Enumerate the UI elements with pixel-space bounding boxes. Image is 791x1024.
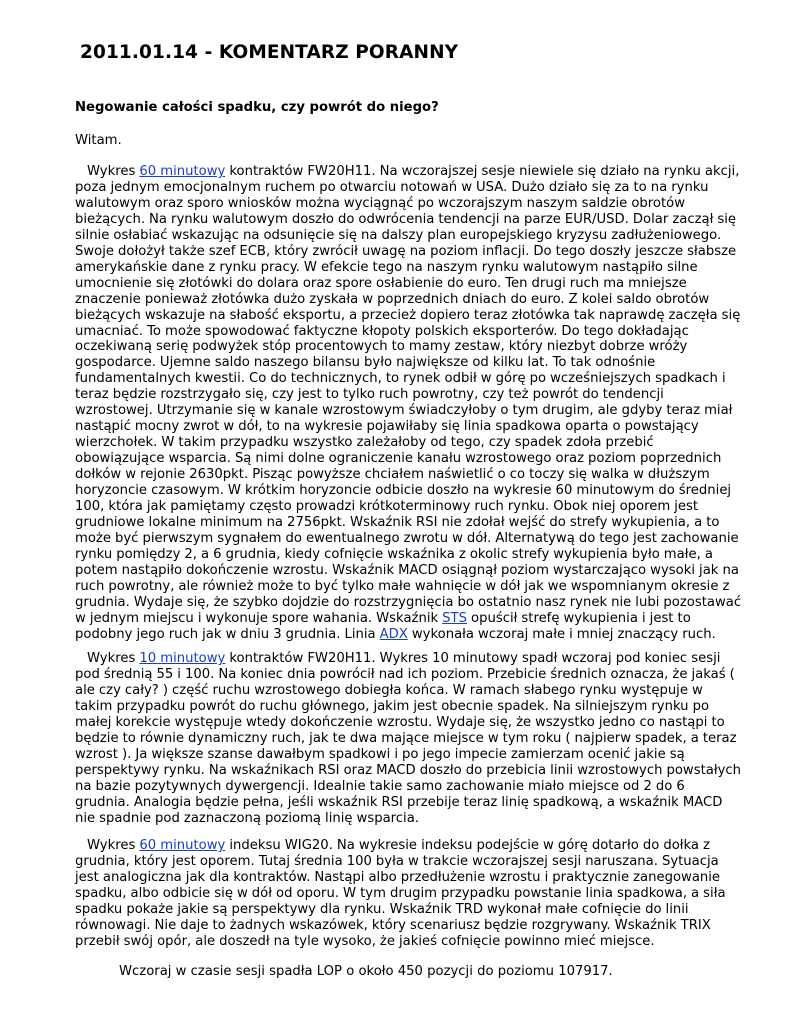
page-title: 2011.01.14 - KOMENTARZ PORANNY [80,42,459,63]
greeting: Witam. [75,133,122,148]
chart-link-60-minutowy[interactable]: 60 minutowy [139,164,226,179]
paragraph-text: kontraktów FW20H11. Wykres 10 minutowy spadł wczoraj pod koniec sesji pod średnią 55 i 100. Na koniec dnia powrócił nad ich poziom. Przebicie średnich oznacza, że jakaś ( ale czy cały? ) część ruchu wzrostowego dobiegła końca. W ramach słabego rynku występuje w takim przypadku powrót do ruchu głównego, jakim jest obecnie spadek. Na silniejszym rynku po małej korekcie występuje wtedy dokończenie wzrostu. Wydaje się, że wszystko jedno co nastąpi to będzie to równie dynamiczny ruch, jak te dwa mające miejsce w tym roku ( najpierw spadek, a teraz wzrost ). Ja większe szanse dawałbym spadkowi i po jego impecie zamierzam ocenić jakie są perspektywy rynku. Na wskaźnikach RSI oraz MACD doszło do przebicia linii wzrostowych powstałych na bazie pozytywnych dywergencji. Idealnie takie samo zachowanie miało miejsce od 2 do 6 grudnia. Analogia będzie pełna, jeśli wskaźnik RSI przebije teraz linię spadkową, a wskaźnik MACD nie spadnie pod zaznaczoną poziomą linię wsparcia. [75,651,741,826]
paragraph-fw20-60min [75,164,743,643]
paragraph-text: indeksu WIG20. Na wykresie indeksu podejście w górę dotarło do dołka z grudnia, który jest oporem. Tutaj średnia 100 była w trakcie wczorajszej sesji naruszana. Sytuacja jest analogiczna jak dla kontraktów. Nastąpi albo przedłużenie wzrostu i praktycznie zanegowanie spadku, albo odbicie się w dół od oporu. W tym drugim przypadku powstanie linia spadkowa, a siła spadku pokaże jakie są perspektywy dla rynku. Wskaźnik TRD wykonał małe cofnięcie do linii równowagi. Nie daje to żadnych wskazówek, który scenariusz będzie rozgrywany. Wskaźnik TRIX przebił swój opór, ale doszedł na tyle wysoko, że jakieś cofnięcie powinno mieć miejsce. [75,838,726,949]
paragraph-text: wykonała wczoraj małe i mniej znaczący ruch. [407,626,716,642]
lop-summary: Wczoraj w czasie sesji spadła LOP o około 450 pozycji do poziomu 107917. [119,964,613,979]
paragraph-intro: Wykres [87,838,140,853]
chart-link-sts[interactable]: STS [442,610,467,626]
paragraph-text: opuścił strefę wykupienia i jest to podobny jego ruch jak w dniu 3 grudnia. Linia [75,610,691,642]
paragraph-intro: Wykres [87,164,140,179]
chart-link-60-minutowy-wig20[interactable]: 60 minutowy [139,838,226,853]
paragraph-text: kontraktów FW20H11. Na wczorajszej sesje niewiele się działo na rynku akcji, poza jednym emocjonalnym ruchem po otwarciu notowań w USA. Dużo działo się za to na rynku walutowym oraz sporo wniosków można wyciągnąć po wczorajszym naszym saldzie obrotów bieżących. Na rynku walutowym doszło do odwrócenia tendencji na parze EUR/USD. Dolar zaczął się silnie osłabiać wskazując na odsunięcie się na dalszy plan europejskiego kryzysu zadłużeniowego. Swoje dołożył także szef ECB, który zwrócił uwagę na poziom inflacji. Do tego doszły jeszcze słabsze amerykańskie dane z rynku pracy. W efekcie tego na naszym rynku walutowym nastąpiło silne umocnienie się złotówki do dolara oraz spore osłabienie do euro. Ten drugi ruch ma mniejsze znaczenie ponieważ złotówka dużo zyskała w poprzednich dniach do euro. Z kolei saldo obrotów bieżących wskazuje na słabość eksportu, a przecież dopiero teraz złotówka tak naprawdę zaczęła się umacniać. To może spowodować faktyczne kłopoty polskich eksporterów. Do tego dokładając oczekiwaną serię podwyżek stóp procentowych to mamy zestaw, który niezbyt dobrze wróży gospodarce. Ujemne saldo naszego bilansu było największe od kilku lat. To tak odnośnie fundamentalnych kwestii. Co do technicznych, to rynek odbił w górę po wcześniejszych spadkach i teraz będzie rozstrzygało się, czy jest to tylko ruch powrotny, czy też powrót do tendencji wzrostowej. Utrzymanie się w kanale wzrostowym świadczyłoby o tym drugim, ale gdyby teraz miał nastąpić mocny zwrot w dół, to na wykresie pojawiłaby się linia spadkowa oparta o powstający wierzchołek. W takim przypadku wszystko zależałoby od tego, czy spadek zdoła przebić obowiązujące wsparcia. Są nimi dolne ograniczenie kanału wzrostowego oraz poziom poprzednich dołków w rejonie 2630pkt. Pisząc powyższe chciałem naświetlić o co toczy się walka w dłuższym horyzoncie czasowym. W krótkim horyzoncie odbicie doszło na wykresie 60 minutowym do średniej 100, która jak pamiętamy często prowadzi krótkoterminowy ruch rynku. Obok niej oporem jest grudniowe lokalne minimum na 2756pkt. Wskaźnik RSI nie zdołał wejść do strefy wykupienia, a to może być pierwszym sygnałem do ewentualnego zwrotu w dół. Alternatywą do tego jest zachowanie rynku pomiędzy 2, a 6 grudnia, kiedy cofnięcie wskaźnika z okolic strefy wykupienia było małe, a potem nastąpiło dokończenie wzrostu. Wskaźnik MACD osiągnął poziom wystarczająco wysoki jak na ruch powrotny, ale również może to być tylko małe wahnięcie w dół jak we wspomnianym okresie z grudnia. Wydaje się, że szybko dojdzie do rozstrzygnięcia bo ostatnio nasz rynek nie lubi pozostawać w jednym miejscu i wykonuje spore wahania. Wskaźnik [75,164,742,626]
chart-link-10-minutowy[interactable]: 10 minutowy [139,651,226,666]
chart-link-adx[interactable]: ADX [379,626,408,642]
paragraph-wig20-60min [75,838,743,950]
paragraph-intro: Wykres [87,651,140,666]
article-subtitle: Negowanie całości spadku, czy powrót do niego? [75,100,439,115]
paragraph-fw20-10min [75,651,743,826]
